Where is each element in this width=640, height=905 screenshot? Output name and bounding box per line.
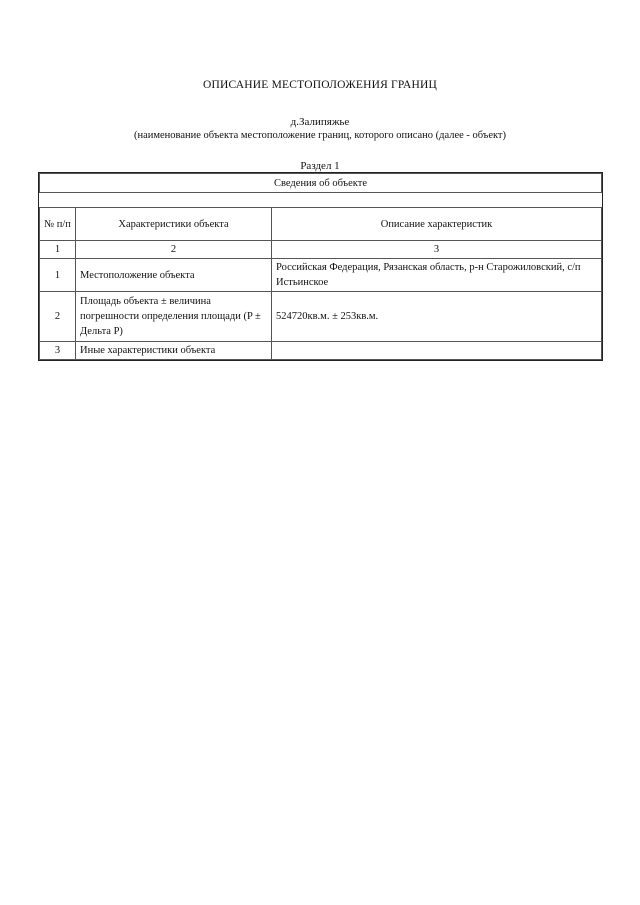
row-num: 3	[40, 342, 76, 360]
row-description	[272, 342, 602, 360]
row-num: 2	[40, 292, 76, 342]
page-title: ОПИСАНИЕ МЕСТОПОЛОЖЕНИЯ ГРАНИЦ	[202, 79, 438, 91]
row-characteristic: Местоположение объекта	[76, 259, 272, 292]
column-number: 2	[76, 241, 272, 259]
table-row	[40, 342, 602, 360]
column-number: 1	[40, 241, 76, 259]
section-label: Раздел 1	[300, 160, 340, 172]
row-characteristic: Иные характеристики объекта	[76, 342, 272, 360]
column-number-row	[40, 241, 602, 259]
table-row	[40, 292, 602, 342]
object-info-table	[38, 172, 603, 361]
table-spacer	[40, 193, 602, 208]
column-number: 3	[272, 241, 602, 259]
row-description: Российская Федерация, Рязанская область, р-н Старожиловский, с/п Истьинское	[272, 259, 602, 292]
table-row	[40, 259, 602, 292]
row-num: 1	[40, 259, 76, 292]
header-description: Описание характеристик	[272, 208, 602, 241]
table-caption-row	[40, 174, 602, 193]
object-name: д.Залипяжье	[290, 116, 350, 128]
row-description: 524720кв.м. ± 253кв.м.	[272, 292, 602, 342]
table-caption: Сведения об объекте	[40, 174, 602, 193]
header-characteristics: Характеристики объекта	[76, 208, 272, 241]
table-header-row	[40, 208, 602, 241]
table-spacer-row	[40, 193, 602, 208]
row-characteristic: Площадь объекта ± величина погрешности определения площади (P ± Дельта P)	[76, 292, 272, 342]
header-num: № п/п	[40, 208, 76, 241]
object-caption: (наименование объекта местоположение границ, которого описано (далее - объект)	[133, 130, 507, 141]
